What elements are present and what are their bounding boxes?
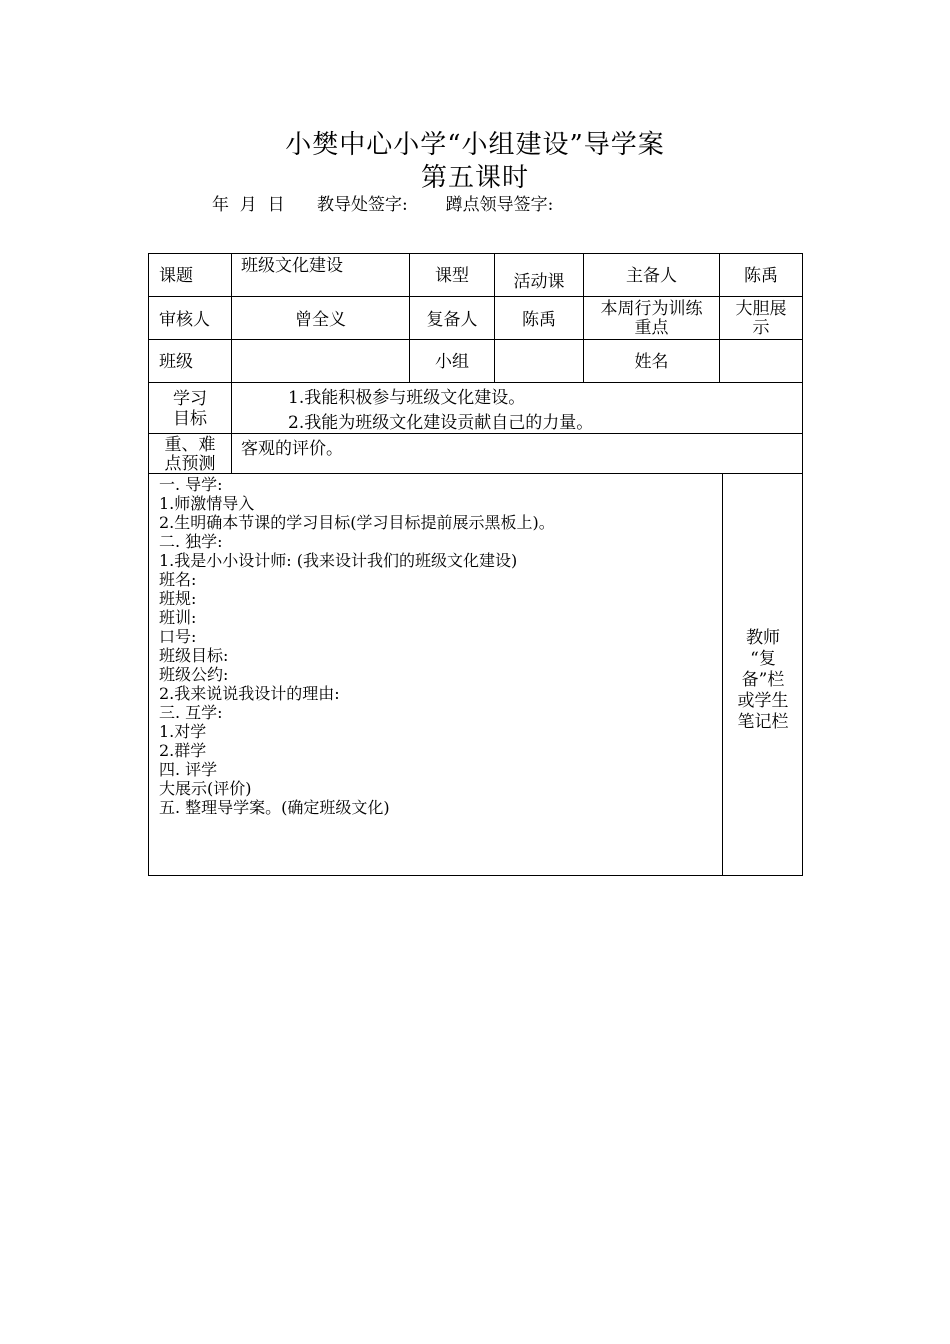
content-line: 2.我来说说我设计的理由:: [159, 684, 340, 703]
focus-value-line1: 大胆展: [735, 299, 787, 319]
side-note-line: 笔记栏: [737, 712, 789, 732]
content-line: 班级目标:: [159, 646, 229, 665]
content-line: 五. 整理导学案。(确定班级文化): [159, 798, 390, 817]
side-note-line: “复: [750, 649, 776, 669]
goals-label-line1: 学习: [173, 389, 207, 409]
content-line: 班名:: [159, 570, 197, 589]
type-label: 课型: [435, 266, 469, 286]
lesson-content: [159, 475, 555, 817]
lead-label: 主备人: [626, 266, 677, 286]
content-line: 大展示(评价): [159, 779, 252, 798]
content-line: 四. 评学: [159, 760, 218, 779]
name-label: 姓名: [634, 352, 669, 372]
type-value: 活动课: [513, 272, 565, 292]
signature-line: 年 月 日 教导处签字: 蹲点领导签字:: [212, 195, 554, 215]
co-preparer-value: 陈禹: [522, 310, 556, 330]
group-label: 小组: [435, 352, 469, 372]
content-line: 班级公约:: [159, 665, 229, 684]
content-line: 口号:: [159, 627, 197, 646]
focus-label-line1: 本周行为训练: [600, 299, 703, 319]
content-line: 1.我是小小设计师: (我来设计我们的班级文化建设): [159, 551, 518, 570]
keypoints-label-line1: 重、难: [164, 435, 216, 455]
goal-item-2: 2.我能为班级文化建设贡献自己的力量。: [288, 413, 594, 433]
content-line: 班训:: [159, 608, 197, 627]
keypoints-label-line2: 点预测: [164, 454, 216, 474]
class-label: 班级: [159, 352, 193, 372]
reviewer-value: 曾全义: [295, 310, 346, 330]
co-preparer-label: 复备人: [426, 310, 478, 330]
content-line: 三. 互学:: [159, 703, 223, 722]
goal-item-1: 1.我能积极参与班级文化建设。: [288, 388, 526, 408]
content-line: 1.对学: [159, 722, 207, 741]
lead-value: 陈禹: [744, 266, 778, 286]
lesson-subtitle: 第五课时: [420, 163, 529, 193]
topic-value: 班级文化建设: [241, 256, 343, 276]
side-note-line: 备”栏: [741, 670, 785, 690]
side-note-line: 或学生: [737, 691, 789, 711]
focus-value-line2: 示: [752, 318, 770, 338]
side-note: [730, 628, 796, 733]
focus-label-line2: 重点: [634, 318, 669, 338]
topic-label: 课题: [159, 266, 193, 286]
goals-label-line2: 目标: [173, 409, 207, 429]
content-line: 1.师激情导入: [159, 494, 255, 513]
content-line: 二. 独学:: [159, 532, 223, 551]
page-title: 小樊中心小学“小组建设”导学案: [285, 130, 665, 160]
content-line: 一. 导学:: [159, 475, 223, 494]
content-line: 2.生明确本节课的学习目标(学习目标提前展示黑板上)。: [159, 513, 555, 532]
keypoints-value: 客观的评价。: [241, 439, 343, 459]
content-line: 班规:: [159, 589, 197, 608]
reviewer-label: 审核人: [159, 310, 210, 330]
content-line: 2.群学: [159, 741, 207, 760]
side-note-line: 教师: [746, 628, 780, 648]
